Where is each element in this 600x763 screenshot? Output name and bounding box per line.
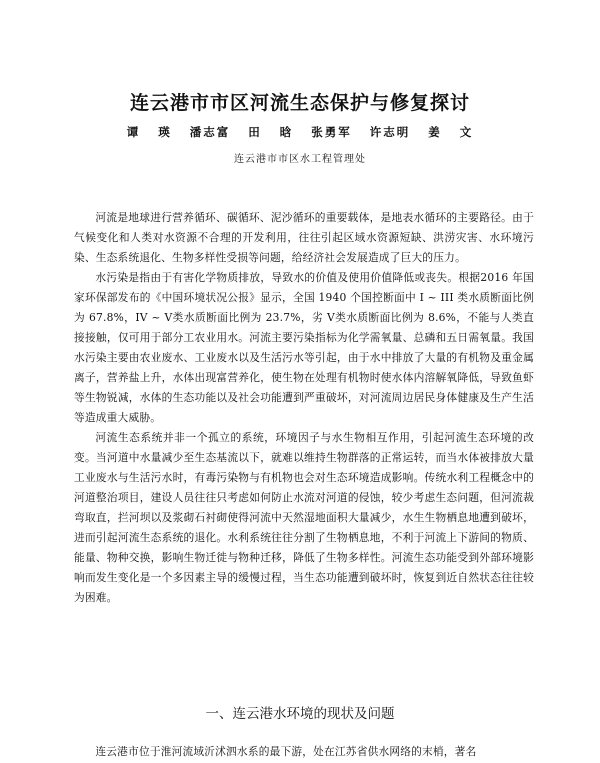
body-paragraph: 河流是地球进行营养循环、碳循环、泥沙循环的重要载体，是地表水循环的主要路径。由于气候变化和人类对水资源不合理的开发利用，往往引起区域水资源短缺、洪涝灾害、水环境污染、生态系统退化、生物多样性受损等问题，给经济社会发展造成了巨大的压力。 [74,211,534,264]
author-list: 谭 瑛 潘志富 田 晗 张勇军 许志明 姜 文 [126,125,474,139]
author-affiliation: 连云港市市区水工程管理处 [234,154,366,165]
paper-title: 连云港市市区河流生态保护与修复探讨 [129,92,470,114]
body-paragraph: 水污染是指由于有害化学物质排放，导致水的价值及使用价值降低或丧失。根据2016 年国家环保部发布的《中国环境状况公报》显示，全国 1940 个国控断面中 I ~ III 类水质断面比例为 67.8%，IV ~ V类水质断面比例为 23.7%，劣 V类水质断面比例为 8.6%，不能与人类直接接触，仅可用于部分工农业用水。河流主要污染指标为化学需氧量、总磷和五日需氧量。我国水污染主要由农业废水、工业废水以及生活污水等引起，由于水中排放了大量的有机物及重金属离子，营养盐上升，水体出现富营养化，使生物在处理有机物时使水体内溶解氧降低，导致鱼虾等生物锐减，水体的生态功能以及社会功能遭到严重破坏，对河流周边居民身体健康及生产生活等造成重大威胁。 [74,271,534,424]
body-paragraph: 河流生态系统并非一个孤立的系统，环境因子与水生物相互作用，引起河流生态环境的改变。当河道中水量减少至生态基流以下，就难以维持生物群落的正常运转，而当水体被排放大量工业废水与生活污水时，有毒污染物与有机物也会对生态环境造成影响。传统水利工程概念中的河道整治项目，建设人员往往只考虑如何防止水流对河道的侵蚀，较少考虑生态问题，但河流裁弯取直，拦河坝以及浆砌石衬砌使得河流中天然湿地面积大量减少，水生生物栖息地遭到破坏，进而引起河流生态系统的退化。水利系统往往分割了生物栖息地，不利于河流上下游间的物质、能量、物种交换，影响生物迁徙与物种迁移，降低了生物多样性。河流生态功能受到外部环境影响而发生变化是一个多因素主导的缓慢过程，当生态功能遭到破坏时，恢复到近自然状态往往较为困难。 [74,431,534,604]
body-paragraph-continued: 连云港市位于淮河流域沂沭泗水系的最下游，处在江苏省供水网络的末梢，著名 [95,745,477,758]
section-heading: 一、连云港水环境的现状及问题 [205,706,395,722]
article-body [74,208,534,608]
